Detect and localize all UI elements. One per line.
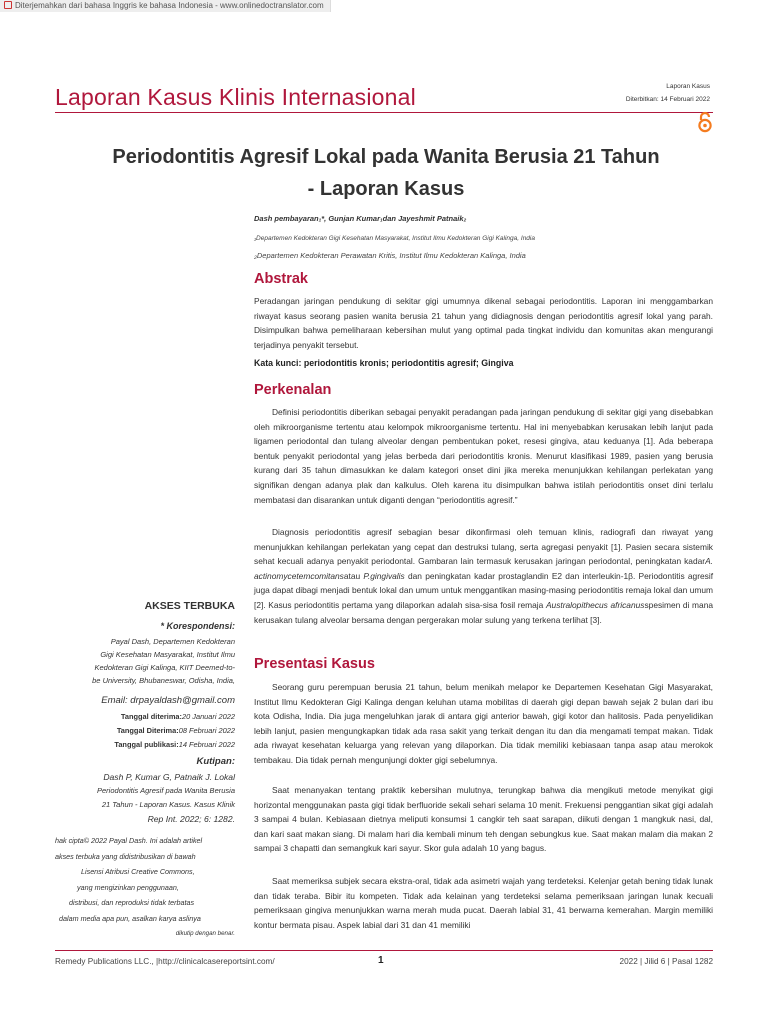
affiliation-2: ₂Departemen Kedokteran Perawatan Kritis, Institut Ilmu Kedokteran Kalinga, India (254, 251, 526, 260)
keywords: Kata kunci: periodontitis kronis; periodontitis agresif; Gingiva (254, 358, 514, 368)
correspondence-label: * Korespondensi: (160, 621, 235, 631)
copyright-notice: hak cipta© 2022 Payal Dash. Ini adalah artikel akses terbuka yang didistribusikan di bawah Lisensi Atribusi Creative Commons, yang mengizinkan penggunaan, distribusi, dan reproduksi tidak terbatas dalam media apa pun, asalkan karya aslinya dikutip dengan benar. (55, 836, 235, 937)
footer-publisher[interactable]: Remedy Publications LLC., |http://clinicalcasereportsint.com/ (55, 957, 275, 966)
citation-text: Dash P, Kumar G, Patnaik J. Lokal Periodontitis Agresif pada Wanita Berusia 21 Tahun - Laporan Kasus. Kasus Klinik Rep Int. 2022; 6: 1282. (97, 772, 235, 824)
affiliation-1: ₁Departemen Kedokteran Gigi Kesehatan Masyarakat, Institut Ilmu Kedokteran Gigi Kalinga, India (254, 235, 535, 242)
open-access-label: AKSES TERBUKA (144, 600, 235, 612)
header-divider (55, 112, 713, 113)
received-date: Tanggal diterima:20 Januari 2022 (120, 712, 235, 721)
species-name: Australopithecus africanus (545, 599, 645, 610)
footer-divider (55, 950, 713, 951)
page-number: 1 (378, 955, 384, 966)
published-date: Tanggal publikasi:14 Februari 2022 (114, 740, 235, 749)
author-list: Dash pembayaran₁*, Gunjan Kumar₁dan Jayeshmit Patnaik₂ (254, 214, 467, 223)
case-paragraph-1: Seorang guru perempuan berusia 21 tahun, belum menikah melapor ke Departemen Kesehatan Gigi Masyarakat, Institut Ilmu Kedokteran Gigi Kalinga dengan keluhan utama mobilitas di daerah gigi depan bawah sejak 2 bulan dari ibu kota Odisha, India. Dia juga mengeluhkan jarak di antara gigi anterior bawah, gigi kotor dan halitosis. Pada penyelidikan lebih lanjut, pasien mengungkapkan tidak ada rasa sakit yang terkait dengan itu dan dia mengamati tempat makan. Tidak ada riwayat kesehatan keluarga yang relevan yang dilaporkan. Dia tidak memiliki kebiasaan tanpa asap atau merokok tembakau. Dia tidak pernah mengunjungi dokter gigi sebelumnya. (254, 682, 713, 765)
abstract-text: Peradangan jaringan pendukung di sekitar gigi umumnya dikenal sebagai periodontitis. Laporan ini menggambarkan riwayat kasus seorang pasien wanita berusia 21 tahun yang didiagnosis dengan periodontitis agresif lokal yang parah. Disimpulkan bahwa pemeliharaan kebersihan mulut yang optimal pada tingkat individu dan komunitas akan mengurangi terjadinya penyakit tersebut. (254, 296, 713, 350)
correspondence-address: Payal Dash, Departemen Kedokteran Gigi Kesehatan Masyarakat, Institut Ilmu Kedokteran Gigi Kalinga, KIIT Deemed-to- be University, Bhubaneswar, Odisha, India, (92, 637, 235, 685)
journal-title: Laporan Kasus Klinis Internasional (55, 84, 416, 110)
translator-banner-text: Diterjemahkan dari bahasa Inggris ke bahasa Indonesia - www.onlinedoctranslator.com (15, 1, 324, 10)
species-name: P.gingivalis (363, 570, 405, 581)
footer-volume: 2022 | Jilid 6 | Pasal 1282 (619, 957, 713, 966)
article-dates (55, 710, 235, 752)
correspondence-email[interactable]: Email: drpayaldash@gmail.com (101, 695, 235, 706)
article-title-line-2: - Laporan Kasus (307, 178, 465, 200)
introduction-heading: Perkenalan (254, 382, 332, 398)
case-paragraph-2: Saat menanyakan tentang praktik kebersihan mulutnya, terungkap bahwa dia mengikuti metode menyikat gigi horizontal menggunakan pasta gigi tidak berfluoride sekali sehari selama 10 menit. Frekuensi penggantian sikat gigi adalah 3 sampai 4 bulan. Kebiasaan dietnya meliputi konsumsi 1 cangkir teh saat sarapan, diikuti dengan 1 mangkuk nasi, dal, dan kari saat makan siang. Di malam hari dia kembali minum teh dengan sebungkus kue. Saat makan malam dia makan 2 sampai 3 chapatti dan semangkuk kari sayur. Skor gula adalah 10 yang bagus. (254, 785, 713, 854)
case-presentation-heading: Presentasi Kasus (254, 656, 375, 672)
translator-banner[interactable] (0, 0, 331, 12)
abstract-heading: Abstrak (254, 271, 308, 287)
species-name: A. actinomycetemcomitans (254, 556, 713, 581)
citation-label: Kutipan: (196, 756, 235, 767)
introduction-paragraph-2: Diagnosis periodontitis agresif sebagian besar dikonfirmasi oleh temuan klinis, radiografi dan riwayat yang menunjukkan kehilangan perlekatan yang cepat dan destruksi tulang, serta agregasi penyakit [1]. Pasien secara sistemik sehat kecuali adanya penyakit periodontal. Gambaran lain termasuk kerusakan jaringan periodontal, peningkatan kadarA. actinomycetemcomitansatau P.gingivalis dan peningkatan kadar prostaglandin E2 dan interleukin-1β. Periodontitis agresif juga dapat dibagi menjadi bentuk lokal dan umum untuk menggantikan masing-masing periodontitis remaja lokal dan umum [2]. Kasus periodontitis pertama yang dilaporkan adalah sisa-sisa fosil remaja Australopithecus africanusspesimen di mana kerusakan tulang alveolar bersama dengan pergerakan molar sulung yang terkena terlihat [3]. (254, 527, 714, 625)
accepted-date: Tanggal Diterima:08 Februari 2022 (116, 726, 235, 735)
article-title-line-1: Periodontitis Agresif Lokal pada Wanita Berusia 21 Tahun (112, 146, 660, 168)
publish-date: Diterbitkan: 14 Februari 2022 (625, 96, 710, 103)
article-type: Laporan Kasus (666, 83, 710, 90)
case-paragraph-3: Saat memeriksa subjek secara ekstra-oral, tidak ada asimetri wajah yang terdeteksi. Kelenjar getah bening tidak lunak dan tidak teraba. Bibir itu kompeten. Tidak ada kelainan yang terdeteksi selama pemeriksaan jaringan lunak kecuali pemeriksaan gingiva menunjukkan warna merah muda pucat. Daerah labial 31, 41 berwarna kemerahan. Margin memiliki kontur bermata pisau. Aspek labial dari 31 dan 41 memiliki (254, 876, 713, 930)
document-icon (4, 1, 12, 9)
introduction-paragraph-1: Definisi periodontitis diberikan sebagai penyakit peradangan pada jaringan pendukung di sekitar gigi yang disebabkan oleh mikroorganisme tertentu atau kelompok mikroorganisme tertentu. Hal ini menyebabkan kerusakan lebih lanjut pada ligamen periodontal dan tulang alveolar dengan pembentukan poket, resesi gingiva, atau keduanya [1]. Ada beberapa bentuk penyakit periodontal yang jelas berbeda dari periodontitis kronis. Menurut klasifikasi 1989, pasien yang berusia kurang dari 35 tahun dimasukkan ke dalam kategori onset dini jika mereka menunjukkan kehilangan perlekatan yang signifikan dengan adanya plak dan kalkulus. Oleh karena itu disimpulkan bahwa istilah periodontitis onset dini terlalu membatasi dan disarankan untuk diganti dengan “periodontitis agresif.” (254, 407, 713, 505)
open-access-icon (697, 111, 713, 133)
